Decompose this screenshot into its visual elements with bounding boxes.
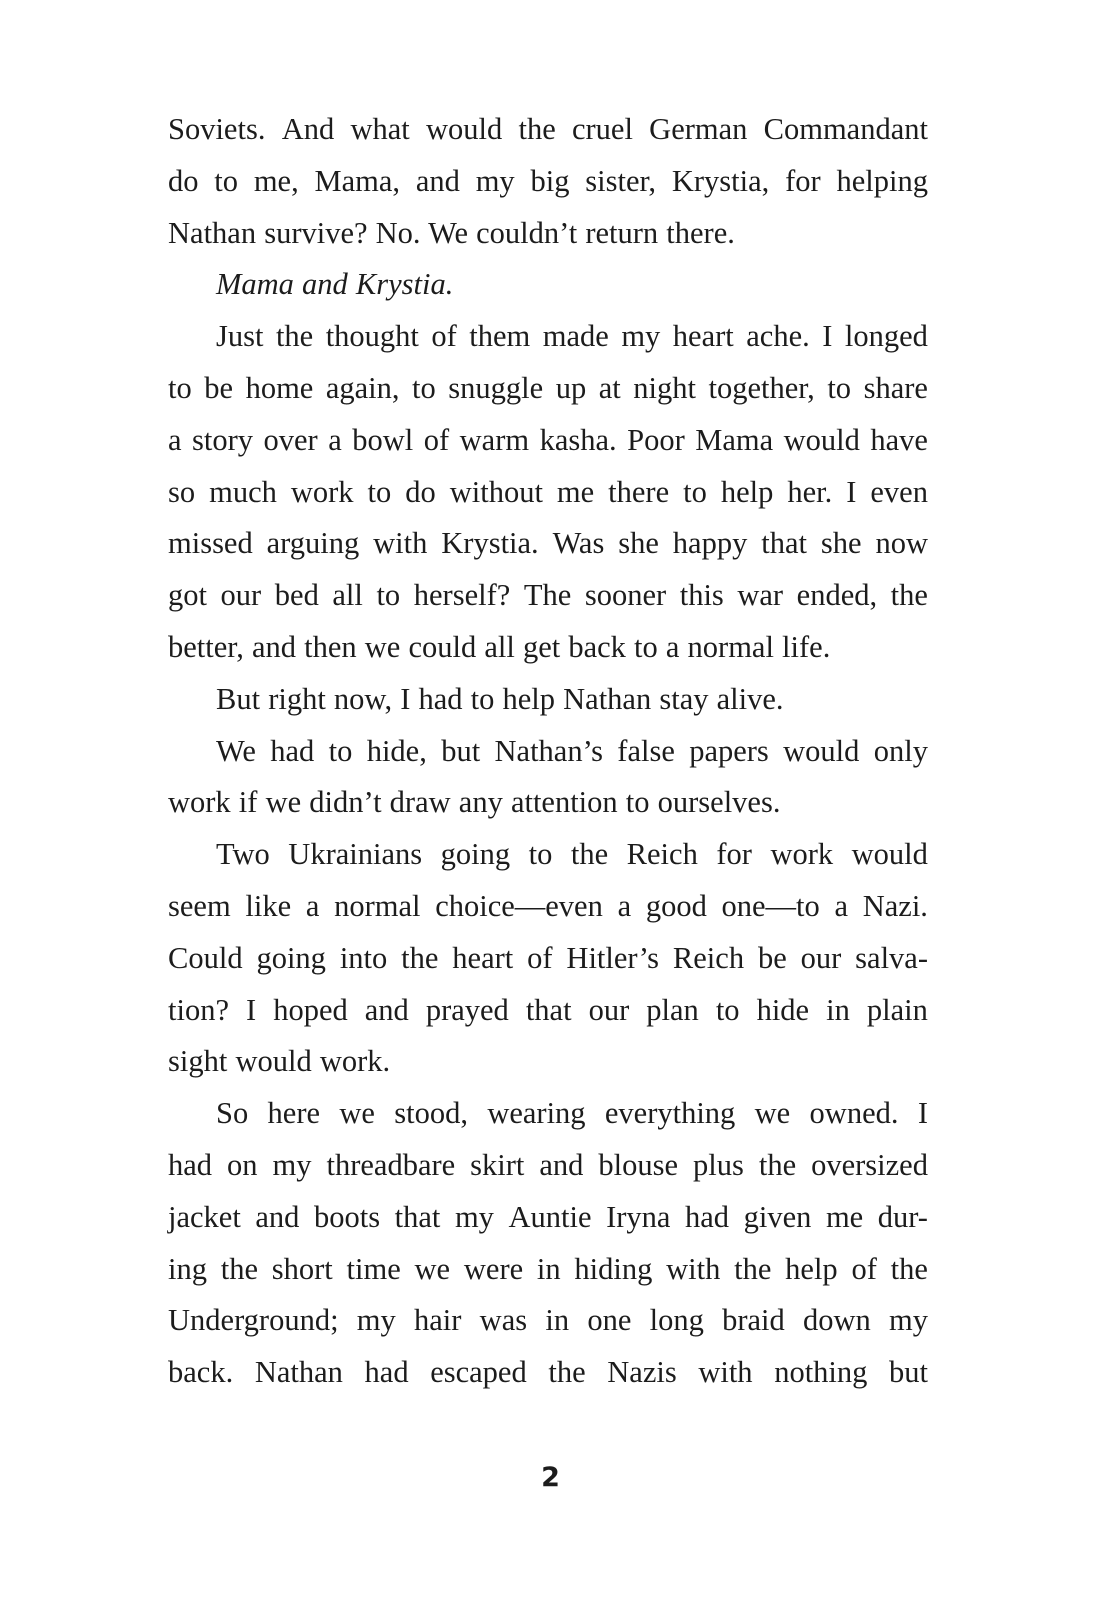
word: even xyxy=(870,474,928,509)
word: help xyxy=(720,474,774,509)
word: the xyxy=(220,1251,259,1286)
word: nothing xyxy=(774,1355,868,1390)
word: The xyxy=(523,578,572,613)
word: hair xyxy=(414,1303,462,1338)
word: do xyxy=(168,163,199,198)
text-line xyxy=(168,941,928,993)
word: hiding xyxy=(574,1251,653,1286)
word: bed xyxy=(274,578,319,613)
word: share xyxy=(863,370,928,405)
word: arguing xyxy=(266,526,360,561)
word: seem xyxy=(168,888,231,923)
word: but xyxy=(441,733,481,768)
word: good xyxy=(645,888,707,923)
word: my xyxy=(272,1147,312,1182)
word: Reich xyxy=(626,837,698,872)
word: Auntie xyxy=(508,1199,592,1234)
word: a xyxy=(617,888,632,923)
word: my xyxy=(454,1199,494,1234)
text-line: Nathan survive? No. We couldn’t return there. xyxy=(168,215,735,250)
word: the xyxy=(275,319,314,354)
word: war xyxy=(737,578,784,613)
text-line xyxy=(168,371,928,423)
word: kasha. xyxy=(539,422,617,457)
word: a xyxy=(834,888,849,923)
word: all xyxy=(332,578,363,613)
word: salva- xyxy=(855,940,928,975)
word: back. xyxy=(168,1355,234,1390)
word: Iryna xyxy=(606,1199,671,1234)
word: ache. xyxy=(746,319,810,354)
word: work xyxy=(290,474,354,509)
text-line xyxy=(168,1148,928,1200)
word: threadbare xyxy=(326,1147,456,1182)
word: what xyxy=(350,112,410,146)
word: in xyxy=(545,1303,570,1338)
word: together, xyxy=(708,370,815,405)
word: a xyxy=(328,422,342,457)
text-line: better, and then we could all get back to a normal life. xyxy=(168,629,831,664)
word: with xyxy=(373,526,428,561)
word: Could xyxy=(168,940,243,975)
word: down xyxy=(802,1303,871,1338)
word: heart xyxy=(672,319,734,354)
word: to xyxy=(214,163,239,198)
word: would xyxy=(851,837,928,872)
word: be xyxy=(757,940,787,975)
text-line xyxy=(168,889,928,941)
text-line: But right now, I had to help Nathan stay alive. xyxy=(216,681,784,716)
word: of xyxy=(431,319,457,354)
text-line xyxy=(168,734,928,786)
text-line xyxy=(168,578,928,630)
word: happy xyxy=(672,526,748,561)
word: to xyxy=(412,370,436,405)
word: had xyxy=(270,733,315,768)
word: skirt xyxy=(470,1147,525,1182)
word: to xyxy=(328,733,353,768)
word: to xyxy=(376,578,401,613)
text-line xyxy=(168,423,928,475)
text-line xyxy=(168,164,928,216)
word: Nazi. xyxy=(862,888,928,923)
word: the xyxy=(758,1147,797,1182)
text-line xyxy=(168,475,928,527)
word: Krystia, xyxy=(671,163,770,198)
word: much xyxy=(209,474,277,509)
word: long xyxy=(649,1303,704,1338)
word: longed xyxy=(844,319,928,354)
word: Poor xyxy=(627,422,685,457)
word: false xyxy=(617,733,675,768)
word: Mama, xyxy=(314,163,401,198)
word: into xyxy=(339,940,388,975)
body-text xyxy=(168,112,928,1407)
word: but xyxy=(889,1355,928,1390)
word: so xyxy=(168,474,196,509)
text-line xyxy=(168,1096,928,1148)
word: one—to xyxy=(721,888,820,923)
word: to xyxy=(168,370,192,405)
word: be xyxy=(204,370,234,405)
word: plus xyxy=(693,1147,744,1182)
word: would xyxy=(783,733,860,768)
word: my xyxy=(888,1303,928,1338)
word: Hitler’s xyxy=(566,940,660,975)
word: snuggle xyxy=(448,370,544,405)
word: German xyxy=(649,112,748,146)
word: missed xyxy=(168,526,253,561)
word: and xyxy=(415,163,460,198)
word: normal xyxy=(334,888,421,923)
word: big xyxy=(530,163,570,198)
word: and xyxy=(539,1147,584,1182)
word: escaped xyxy=(430,1355,527,1390)
word: the xyxy=(518,112,556,146)
word: hoped xyxy=(273,992,348,1027)
word: boots xyxy=(313,1199,381,1234)
word: heart xyxy=(452,940,514,975)
word: I xyxy=(246,992,257,1027)
word: to xyxy=(827,370,852,405)
word: like xyxy=(245,888,292,923)
word: Nazis xyxy=(607,1355,677,1390)
word: there xyxy=(608,474,670,509)
word: without xyxy=(449,474,543,509)
word: owned. xyxy=(809,1096,899,1131)
word: with xyxy=(666,1251,721,1286)
text-line xyxy=(168,1303,928,1355)
word: So xyxy=(216,1096,249,1131)
word: had xyxy=(168,1147,213,1182)
word: I xyxy=(846,474,857,509)
word: now xyxy=(875,526,928,561)
word: that xyxy=(394,1199,441,1234)
text-line: work if we didn’t draw any attention to ourselves. xyxy=(168,785,781,820)
word: a xyxy=(168,422,182,457)
word: Just xyxy=(216,319,264,354)
word: jacket xyxy=(168,1199,241,1234)
word: the xyxy=(890,1251,928,1286)
word: and xyxy=(364,992,409,1027)
word: prayed xyxy=(425,992,509,1027)
word: to xyxy=(715,992,740,1027)
word: would xyxy=(425,112,503,146)
word: choice—even xyxy=(435,888,603,923)
word: we xyxy=(754,1096,791,1131)
word: on xyxy=(227,1147,258,1182)
word: one xyxy=(587,1303,632,1338)
word: the xyxy=(548,1355,586,1390)
word: had xyxy=(364,1355,409,1390)
word: Underground; xyxy=(168,1303,339,1338)
text-line: sight would work. xyxy=(168,1044,391,1079)
word: of xyxy=(851,1251,877,1286)
word: We xyxy=(216,733,256,768)
word: Commandant xyxy=(763,112,928,146)
word: for xyxy=(785,163,821,198)
word: made xyxy=(542,319,609,354)
word: my xyxy=(621,319,661,354)
word: me, xyxy=(253,163,299,198)
word: do xyxy=(405,474,436,509)
word: was xyxy=(479,1303,528,1338)
word: bowl xyxy=(352,422,414,457)
word: only xyxy=(873,733,928,768)
word: braid xyxy=(722,1303,785,1338)
word: plain xyxy=(866,992,928,1027)
word: Reich xyxy=(672,940,745,975)
word: hide, xyxy=(366,733,427,768)
word: up xyxy=(555,370,587,405)
word: blouse xyxy=(598,1147,679,1182)
word: short xyxy=(271,1251,333,1286)
word: work xyxy=(770,837,834,872)
word: the xyxy=(570,837,609,872)
word: help xyxy=(785,1251,838,1286)
word: them xyxy=(469,319,531,354)
word: papers xyxy=(689,733,769,768)
word: our xyxy=(588,992,630,1027)
word: night xyxy=(633,370,696,405)
word: ing xyxy=(168,1251,207,1286)
word: that xyxy=(761,526,807,561)
word: again, xyxy=(325,370,400,405)
word: wearing xyxy=(487,1096,586,1131)
word: home xyxy=(245,370,314,405)
text-line xyxy=(168,1252,928,1304)
word: sooner xyxy=(584,578,667,613)
word: her. xyxy=(787,474,833,509)
word: oversized xyxy=(811,1147,928,1182)
word: plan xyxy=(646,992,699,1027)
word: of xyxy=(423,422,450,457)
word: over xyxy=(263,422,318,457)
word: in xyxy=(826,992,850,1027)
word: we xyxy=(414,1251,451,1286)
word: were xyxy=(463,1251,524,1286)
word: she xyxy=(820,526,862,561)
word: Nathan’s xyxy=(494,733,603,768)
text-line xyxy=(168,1355,928,1407)
text-line xyxy=(168,112,928,164)
word: my xyxy=(356,1303,396,1338)
word: Nathan xyxy=(254,1355,343,1390)
word: Was xyxy=(552,526,605,561)
word: cruel xyxy=(571,112,633,146)
word: sister, xyxy=(585,163,657,198)
word: me xyxy=(825,1199,864,1234)
word: Mama xyxy=(695,422,774,457)
text-line xyxy=(168,837,928,889)
word: got xyxy=(168,578,207,613)
word: story xyxy=(192,422,254,457)
text-line: Mama and Krystia. xyxy=(216,267,454,302)
word: ended, xyxy=(796,578,878,613)
word: helping xyxy=(836,163,928,198)
word: of xyxy=(527,940,553,975)
word: for xyxy=(716,837,752,872)
word: my xyxy=(475,163,515,198)
text-line xyxy=(168,319,928,371)
text-line xyxy=(168,1200,928,1252)
word: I xyxy=(822,319,833,354)
word: our xyxy=(800,940,842,975)
page-number: 2 xyxy=(541,1462,560,1493)
word: had xyxy=(685,1199,730,1234)
word: to xyxy=(528,837,553,872)
word: stood, xyxy=(394,1096,468,1131)
word: in xyxy=(536,1251,561,1286)
text-line xyxy=(168,526,928,578)
word: to xyxy=(683,474,707,509)
word: a xyxy=(305,888,320,923)
word: Krystia. xyxy=(441,526,539,561)
word: And xyxy=(281,112,335,146)
word: the xyxy=(734,1251,772,1286)
word: tion? xyxy=(168,992,229,1027)
word: would xyxy=(783,422,860,457)
word: given xyxy=(743,1199,812,1234)
word: have xyxy=(870,422,928,457)
word: our xyxy=(220,578,262,613)
word: at xyxy=(598,370,621,405)
word: Two xyxy=(216,837,270,872)
word: warm xyxy=(459,422,530,457)
word: Soviets. xyxy=(168,112,266,146)
word: dur- xyxy=(877,1199,928,1234)
word: this xyxy=(679,578,724,613)
word: the xyxy=(890,578,928,613)
word: I xyxy=(917,1096,928,1131)
word: that xyxy=(525,992,572,1027)
word: she xyxy=(618,526,659,561)
word: Ukrainians xyxy=(288,837,423,872)
text-line xyxy=(168,993,928,1045)
word: we xyxy=(339,1096,375,1131)
word: time xyxy=(346,1251,401,1286)
word: going xyxy=(440,837,511,872)
word: me xyxy=(556,474,595,509)
word: here xyxy=(267,1096,321,1131)
word: herself? xyxy=(413,578,511,613)
word: everything xyxy=(604,1096,736,1131)
word: hide xyxy=(756,992,810,1027)
word: with xyxy=(698,1355,753,1390)
word: going xyxy=(256,940,326,975)
word: and xyxy=(255,1199,300,1234)
word: to xyxy=(367,474,392,509)
word: the xyxy=(401,940,439,975)
word: thought xyxy=(325,319,419,354)
